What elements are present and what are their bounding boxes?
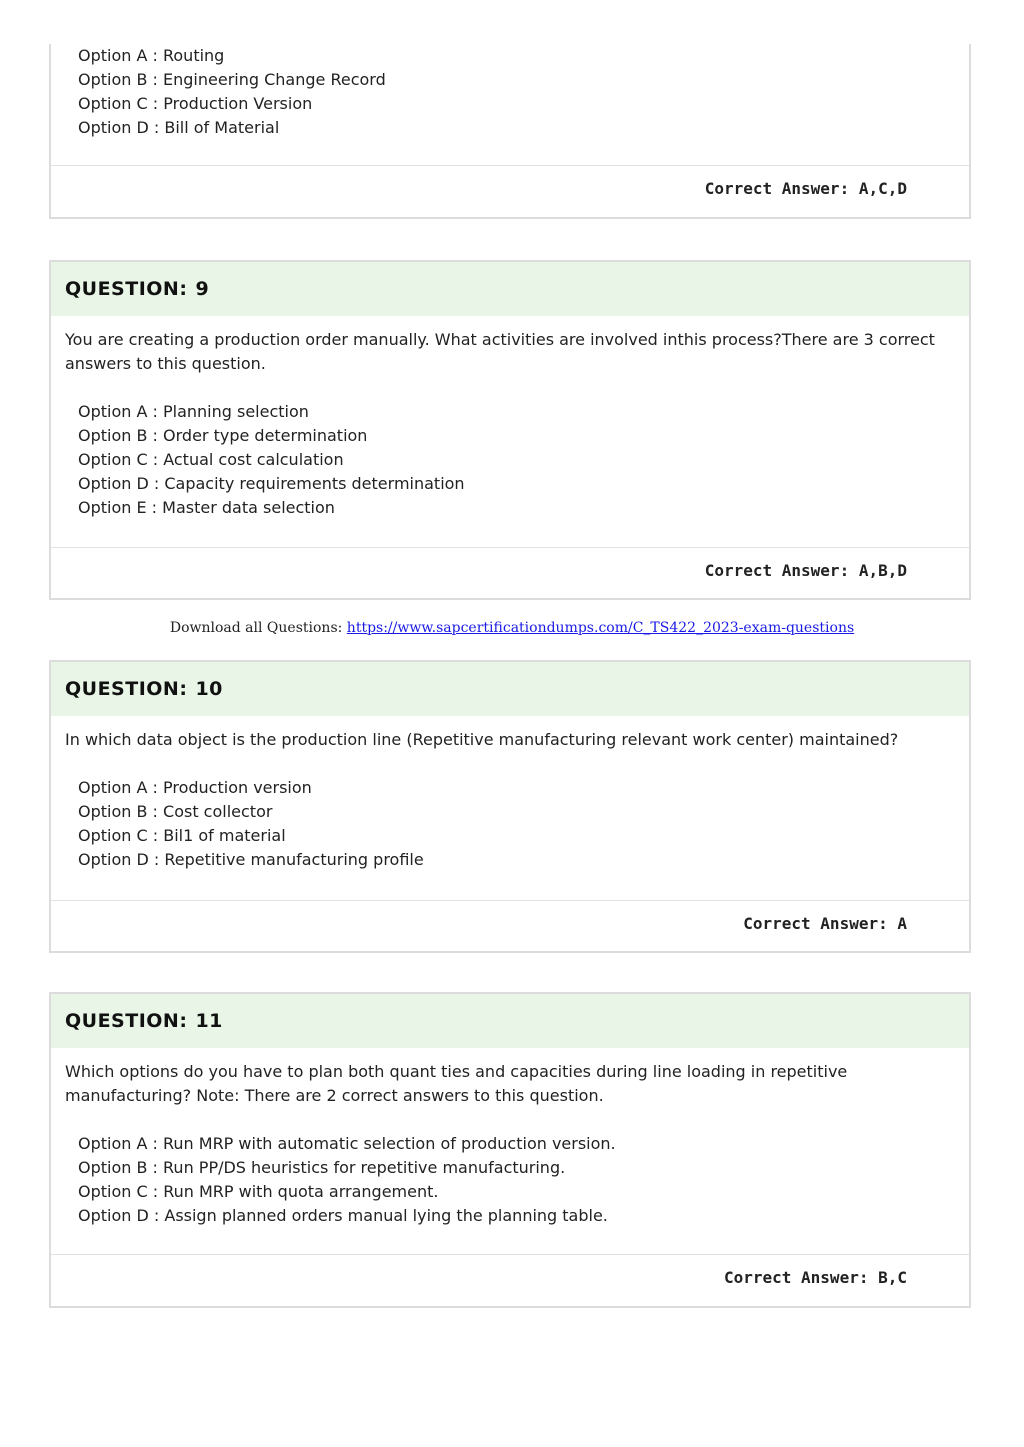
options-list — [65, 400, 955, 520]
question-number: 9 — [195, 278, 210, 300]
question-card-9 — [49, 260, 971, 600]
option-c: Option C : Actual cost calculation — [78, 450, 344, 469]
correct-answer: Correct Answer: A,C,D — [704, 179, 907, 198]
question-text: Which options do you have to plan both quant ties and capacities during line loading in repetitive manufacturing? Note: There are 2 correct answers to this question. — [65, 1062, 848, 1105]
question-text: In which data object is the production line (Repetitive manufacturing relevant work center) maintained? — [65, 730, 899, 749]
option-a: Option A : Run MRP with automatic selection of production version. — [78, 1134, 616, 1153]
question-card-10 — [49, 660, 971, 953]
divider — [51, 165, 969, 166]
divider — [51, 1254, 969, 1255]
question-number: 10 — [195, 678, 223, 700]
download-line — [0, 620, 1024, 636]
option-b: Option B : Engineering Change Record — [78, 70, 386, 89]
question-header — [51, 262, 969, 316]
divider — [51, 900, 969, 901]
option-a: Option A : Routing — [78, 46, 225, 65]
option-c: Option C : Run MRP with quota arrangement. — [78, 1182, 439, 1201]
option-e: Option E : Master data selection — [78, 498, 335, 517]
download-link[interactable]: https://www.sapcertificationdumps.com/C_TS422_2023-exam-questions — [346, 620, 855, 636]
question-text: You are creating a production order manually. What activities are involved inthis process?There are 3 correct answers to this question. — [65, 330, 935, 373]
option-d: Option D : Assign planned orders manual lying the planning table. — [78, 1206, 608, 1225]
question-header — [51, 994, 969, 1048]
option-b: Option B : Order type determination — [78, 426, 368, 445]
question-body — [51, 316, 969, 520]
correct-answer: Correct Answer: B,C — [723, 1268, 907, 1287]
question-card-11 — [49, 992, 971, 1308]
option-d: Option D : Repetitive manufacturing profile — [78, 850, 424, 869]
divider — [51, 547, 969, 548]
option-d: Option D : Capacity requirements determination — [78, 474, 465, 493]
question-card-8-continued — [49, 44, 971, 219]
download-label: Download all Questions: — [169, 620, 343, 636]
question-label: QUESTION: — [65, 678, 188, 700]
question-label: QUESTION: — [65, 1010, 188, 1032]
question-label: QUESTION: — [65, 278, 188, 300]
option-b: Option B : Cost collector — [78, 802, 273, 821]
option-c: Option C : Production Version — [78, 94, 313, 113]
options-list — [65, 776, 955, 872]
question-body — [51, 1048, 969, 1228]
option-a: Option A : Planning selection — [78, 402, 309, 421]
question-body — [51, 716, 969, 872]
option-b: Option B : Run PP/DS heuristics for repetitive manufacturing. — [78, 1158, 566, 1177]
option-c: Option C : Bil1 of material — [78, 826, 286, 845]
options-list — [65, 1132, 955, 1228]
correct-answer: Correct Answer: A,B,D — [704, 561, 907, 580]
question-body — [51, 44, 969, 140]
correct-answer: Correct Answer: A — [743, 914, 907, 933]
options-list — [65, 44, 955, 140]
option-d: Option D : Bill of Material — [78, 118, 280, 137]
question-number: 11 — [195, 1010, 223, 1032]
option-a: Option A : Production version — [78, 778, 312, 797]
question-header — [51, 662, 969, 716]
